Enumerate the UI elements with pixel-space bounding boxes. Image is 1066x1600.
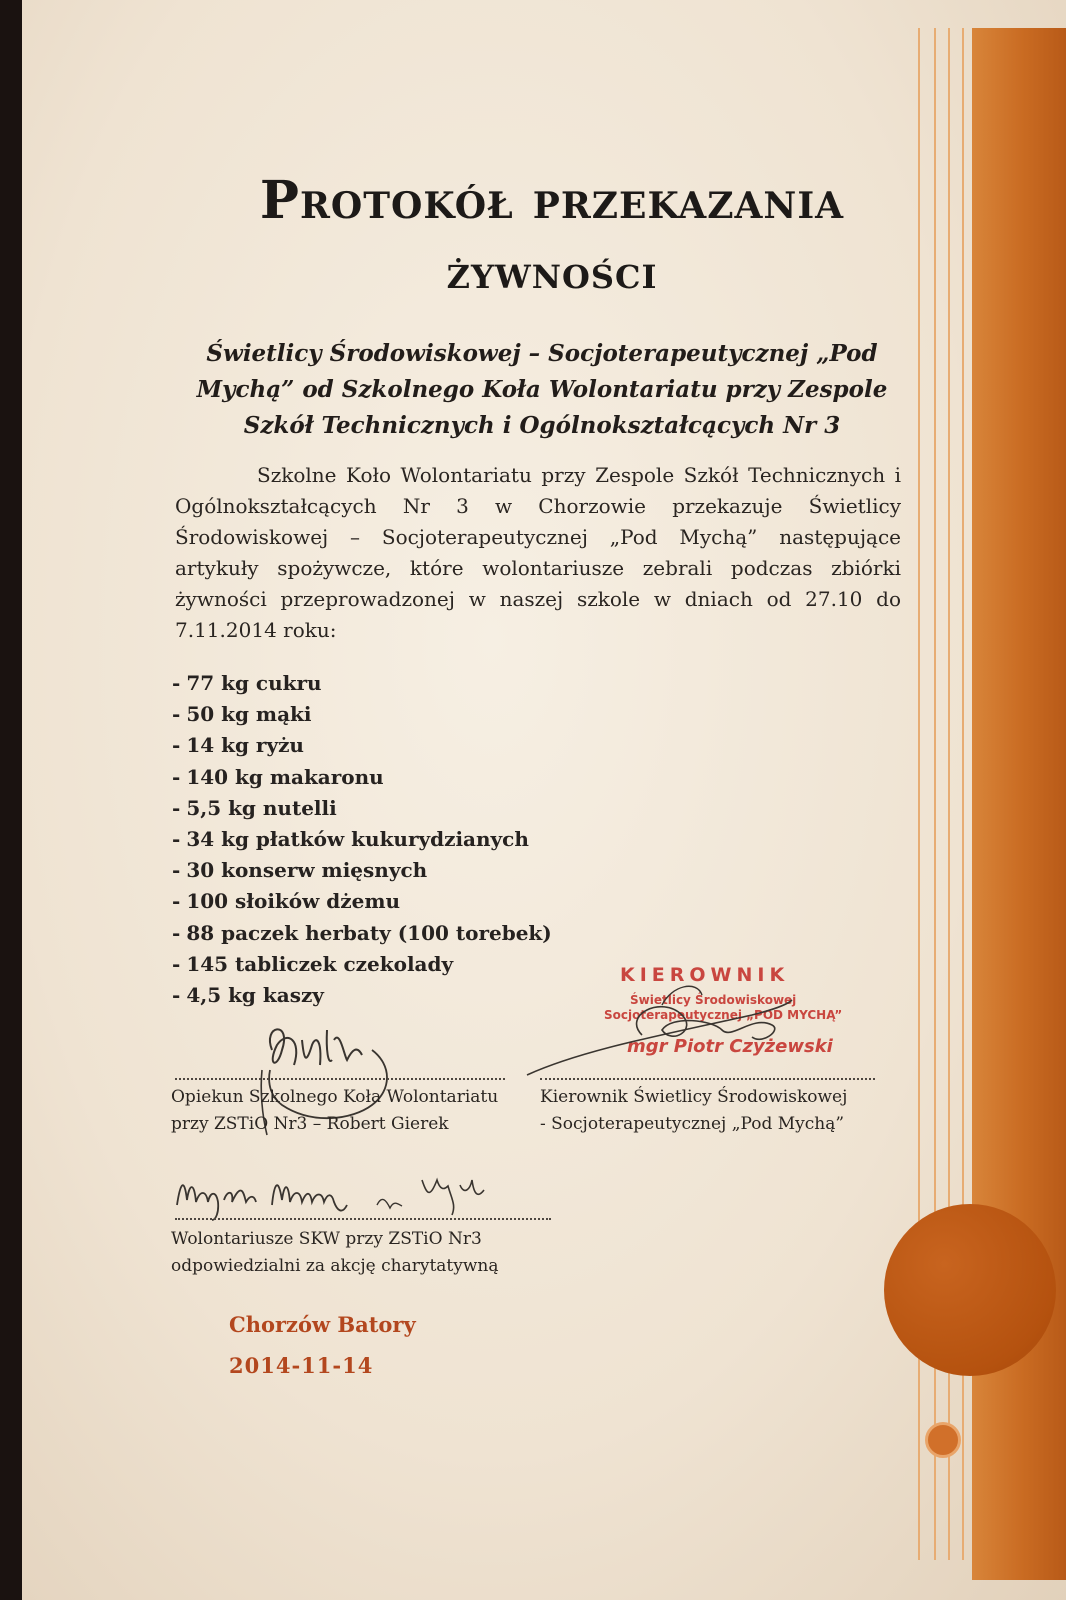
list-item: - 88 paczek herbaty (100 torebek) <box>172 920 552 945</box>
signature-left-line1: Opiekun Szkolnego Koła Wolontariatu <box>171 1087 499 1107</box>
donated-items-list <box>172 668 552 1011</box>
list-item: - 77 kg cukru <box>172 671 322 695</box>
signature-line-left <box>175 1078 505 1080</box>
list-item: - 140 kg makaronu <box>172 764 384 789</box>
list-item: - 5,5 kg nutelli <box>172 795 337 820</box>
document-subtitle: Świetlicy Środowiskowej – Socjoterapeutycznej „Pod Mychą” od Szkolnego Koła Wolontariatu przy Zespole Szkół Technicznych i Ogólnokształcących Nr 3 <box>196 340 888 439</box>
decorative-circle-large <box>884 1204 1056 1376</box>
signature-right-line2: - Socjoterapeutycznej „Pod Mychą” <box>540 1114 845 1134</box>
decorative-circle-small <box>925 1422 961 1458</box>
list-item: - 100 słoików dżemu <box>172 889 401 914</box>
signature-left-line2: przy ZSTiO Nr3 – Robert Gierek <box>171 1114 449 1134</box>
volunteers-line2: odpowiedzialni za akcję charytatywną <box>171 1256 499 1276</box>
document-page <box>22 0 1066 1600</box>
list-item: - 34 kg płatków kukurydzianych <box>172 826 529 851</box>
stamp-title: KIEROWNIK <box>620 964 790 986</box>
place: Chorzów Batory <box>229 1312 416 1337</box>
list-item: - 14 kg ryżu <box>172 733 304 758</box>
list-item: - 4,5 kg kaszy <box>172 982 324 1007</box>
list-item: - 30 konserw mięsnych <box>172 858 428 883</box>
volunteers-line1: Wolontariusze SKW przy ZSTiO Nr3 <box>171 1229 482 1249</box>
stamp-person: mgr Piotr Czyżewski <box>627 1036 833 1057</box>
intro-paragraph: Szkolne Koło Wolontariatu przy Zespole Szkół Technicznych i Ogólnokształcących Nr 3 w Chorzowie przekazuje Świetlicy Środowiskowej – Socjoterapeutycznej „Pod Mychą” następujące artykuły spożywcze, które wolontariusze zebrali podczas zbiórki żywności przeprowadzonej w naszej szkole w dniach od 27.10 do 7.11.2014 roku: <box>175 463 901 642</box>
list-item: - 145 tabliczek czekolady <box>172 951 454 976</box>
signature-line-right <box>540 1078 875 1080</box>
list-item: - 50 kg mąki <box>172 702 312 727</box>
stamp-line2: Socjoterapeutycznej „POD MYCHĄ” <box>604 1008 843 1022</box>
handwritten-signature-right <box>522 975 812 1085</box>
stamp-line1: Świetlicy Środowiskowej <box>630 993 797 1007</box>
signature-right-line1: Kierownik Świetlicy Środowiskowej <box>540 1087 848 1107</box>
document-title-line1: Protokół przekazania <box>259 170 845 231</box>
date: 2014-11-14 <box>229 1353 374 1378</box>
signature-line-volunteers <box>175 1218 551 1220</box>
document-title-line2: żywności <box>446 245 658 299</box>
